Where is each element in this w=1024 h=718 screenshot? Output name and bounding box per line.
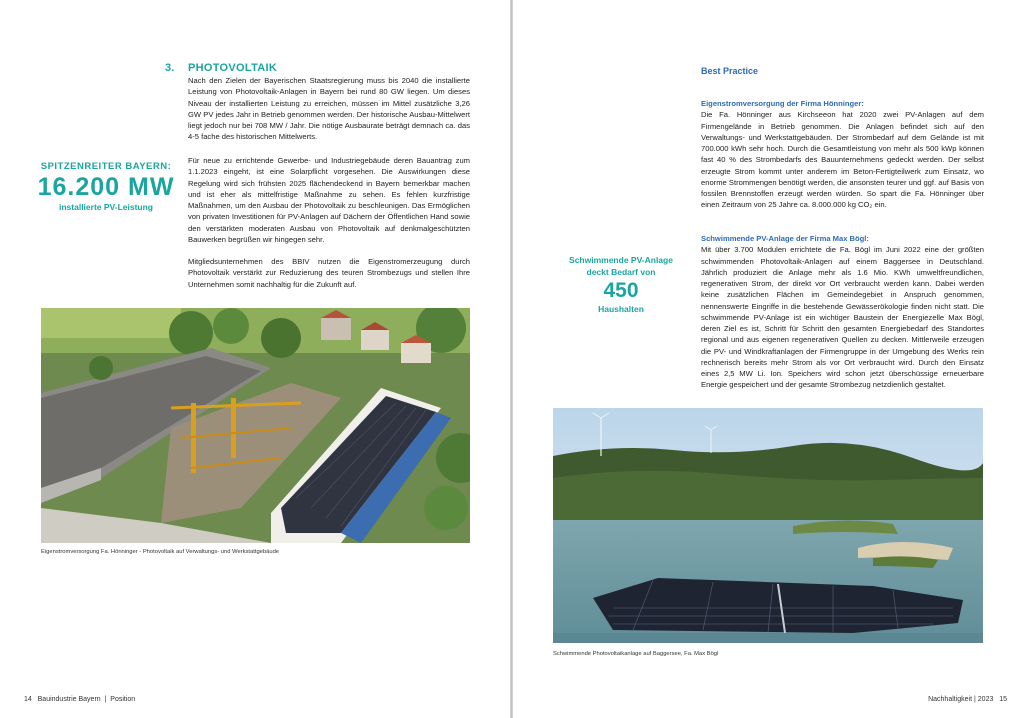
callout-subtitle: Haushalten — [598, 304, 644, 314]
paragraph-intro: Nach den Zielen der Bayerischen Staatsregierung muss bis 2040 die installierte Leistung von Photovoltaik-Anlagen in Bayern bei rund 80 GW liegen. Um dieses Niveau der installierten Leistung zu erreichen, müssen im Mittel zusätzliche 3,26 GW PV jedes Jahr in Betrieb genommen werden. Der historische Ausbau-Mittelwert liegt jedoch nur bei 708 MW / Jahr. Die nötige Ausbaurate beträgt demnach ca. das 4-5 fache des historischen Mittelwerts. — [188, 76, 470, 142]
case-max-boegl-title: Schwimmende PV-Anlage der Firma Max Bögl: — [701, 234, 869, 243]
page-number: 15 — [999, 696, 1007, 703]
photo-floating-pv — [553, 408, 983, 643]
callout-value: 450 — [603, 279, 639, 302]
case-hoenninger-text: Die Fa. Hönninger aus Kirchseeon hat 2020 zwei PV-Anlagen auf dem Firmengelände in Betrieb genommen. Die Anlagen befindet sich auf den Verwaltungs- und Werkstattgebäuden. Der Strombedarf auf dem Gelände ist mit 700.000 kWh sehr hoch. Durch die Gesamtleistung von mehr als 500 kWp können fast 40 % des Strombedarfs des Bauunternehmens gedeckt werden. Der selbst erzeugte Strom kommt unter anderem im Beton-Fertigteilwerk zum Einsatz, wo enorme Strommengen benötigt werden, die ansonsten teurer und ggf. auf Basis von fossilen Brennstoffen erzeugt werden würden. So spart die Fa. Hönninger über einen Zeitraum von 25 Jahre ca. 8.000.000 kg CO₂ ein. — [701, 110, 984, 210]
footer-publication: Bauindustrie Bayern — [37, 696, 101, 703]
case-max-boegl-text: Mit über 3.700 Modulen errichtete die Fa. Bögl im Juni 2022 eine der größten schwimmenden Photovoltaik-Anlagen auf einem Baggersee in Deutschland. Jährlich produziert die Anlage mehr als 1.6 Mio. KWh umweltfreundlichen, regenerativen Strom, der direkt vor Ort verbraucht werden kann. Dabei werden keine zusätzlichen Flächen im Gemeindegebiet in Anspruch genommen, nennenswerte Eingriffe in die bestehende Gewässerökologie finden nicht statt. Die schwimmende PV-Anlage ist ein wichtiger Baustein der Energiezelle Max Bögl, deren Ziel es ist, Schritt für Schritt den gesamten Energiebedarf des Standortes regional und aus eigenen regenerativen Quellen zu decken. Mittlerweile erzeugen die PV- und Windkraftanlagen der Firmengruppe in der Umgebung des Werks rein rechnerisch bereits mehr Strom als vor Ort verbraucht wird. Durch den Einsatz eines 2,5 MW Li. Ion. Speichers wird schon jetzt überschüssige erneuerbare Energie gespeichert und der gesamte Strombezug netzdienlich gestaltet. — [701, 245, 984, 390]
right-page — [513, 0, 1024, 718]
footer-separator: | — [104, 696, 107, 703]
section-number: 3. — [165, 62, 175, 74]
best-practice-heading: Best Practice — [701, 66, 759, 76]
footer-year: 2023 — [977, 696, 994, 703]
callout-caption-2: deckt Bedarf von — [586, 267, 656, 277]
paragraph-members: Mitgliedsunternehmen des BBIV nutzen die Eigenstromerzeugung durch Photovoltaik verstärkt zur Reduzierung des teuren Strombezugs und stellen Ihre Unternehmen somit nachhaltig für die Zukunft auf. — [188, 257, 470, 289]
page-number: 14 — [24, 696, 32, 703]
callout-caption: SPITZENREITER BAYERN: — [40, 161, 172, 172]
left-page — [0, 0, 511, 718]
photo-factory-rooftop-pv — [41, 308, 470, 543]
callout-value: 16.200 MW — [37, 173, 175, 201]
footer-right — [928, 696, 1007, 703]
callout-subtitle: installierte PV-Leistung — [59, 202, 153, 212]
callout-households — [553, 254, 689, 314]
case-hoenninger — [701, 98, 984, 211]
case-max-boegl — [701, 233, 984, 391]
paragraph-solarpflicht: Für neue zu errichtende Gewerbe- und Industriegebäude deren Bauantrag zum 1.1.2023 eingeht, ist eine Solarpflicht vorgesehen. Die Auswirkungen diese Regelung wird sich frühsten 2025 flächendeckend in Bayern bemerkbar machen und ist eher als mittelfristige Maßnahme zu sehen. Es fehlen kurzfristige Maßnahmen, um den Ausbau der Photovoltaik zu beschleunigen. Das Ermöglichen von privaten Investitionen für PV-Anlagen auf Dächern der Öffentlichen Hand sowie den verstärkten moderaten Ausbau von Photovoltaik auf denkmalgeschützten Bauwerken begrüßen wir hingegen sehr. — [188, 156, 470, 244]
photo-caption-left: Eigenstromversorgung Fa. Hönninger - Photovoltaik auf Verwaltungs- und Werkstattgebäude — [41, 549, 280, 555]
footer-section: Nachhaltigkeit — [928, 696, 973, 703]
case-hoenninger-title: Eigenstromversorgung der Firma Hönninger: — [701, 99, 864, 108]
section-title: PHOTOVOLTAIK — [188, 62, 278, 74]
footer-separator: | — [974, 696, 976, 703]
callout-pv-capacity — [36, 161, 176, 212]
footer-left — [24, 696, 135, 703]
callout-caption-1: Schwimmende PV-Anlage — [569, 255, 673, 265]
photo-caption-right: Schwimmende Photovoltaikanlage auf Baggersee, Fa. Max Bögl — [553, 651, 719, 657]
footer-section: Position — [110, 696, 136, 703]
